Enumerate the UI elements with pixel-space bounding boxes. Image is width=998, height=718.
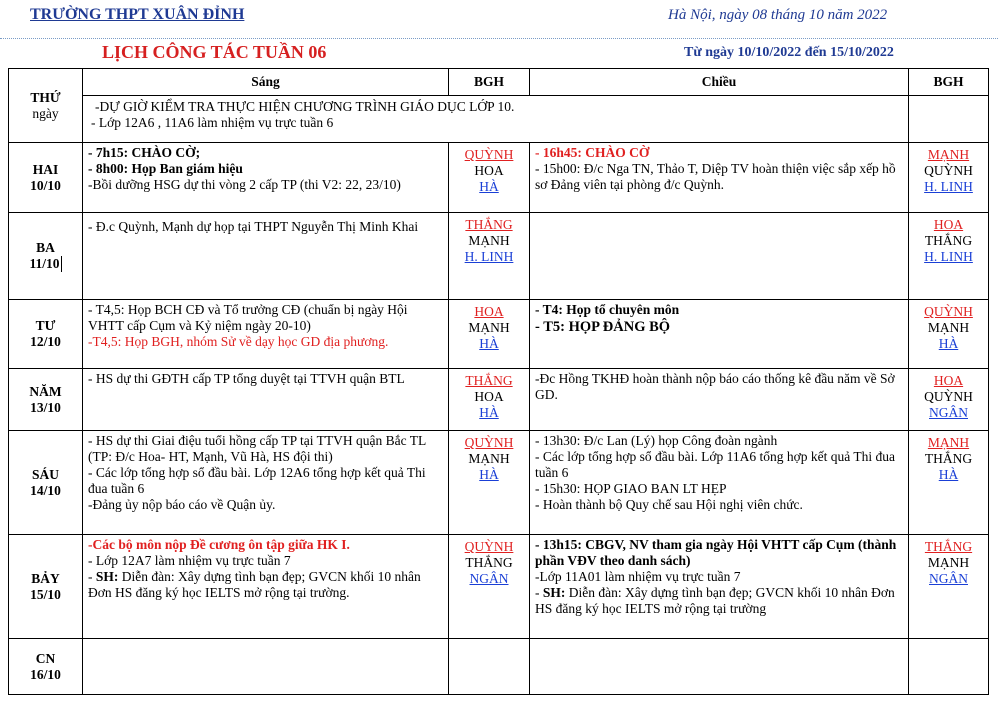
bgh-name-link[interactable]: HÀ <box>479 179 499 194</box>
morning-item: - T4,5: Họp BCH CĐ và Tổ trưởng CĐ (chuẩn bị ngày Hội VHTT cấp Cụm và Kỷ niệm ngày 20-10) <box>88 302 408 333</box>
bgh-cell <box>449 535 530 639</box>
day-date: 10/10 <box>30 177 61 193</box>
day-date: 15/10 <box>30 586 61 602</box>
morning-cell <box>83 300 449 369</box>
morning-cell <box>83 369 449 431</box>
bgh-name-link[interactable]: QUỲNH <box>464 435 514 450</box>
afternoon-item: - 16h45: CHÀO CỜ <box>535 145 650 160</box>
afternoon-item: - 15h00: Đ/c Nga TN, Thảo T, Diệp TV hoàn thiện việc sắp xếp hồ sơ Đảng viên tại phòng đ/c Quỳnh. <box>535 161 896 192</box>
day-label: HAI <box>32 161 59 177</box>
day-label: BA <box>36 239 55 255</box>
day-cell-hai <box>9 143 83 213</box>
day-column-header <box>9 69 83 143</box>
afternoon-cell <box>530 300 909 369</box>
afternoon-item: -Đc Hồng TKHĐ hoàn thành nộp báo cáo thống kê đầu năm về Sở GD. <box>535 371 895 402</box>
bgh-name-link[interactable]: HÀ <box>479 467 499 482</box>
afternoon-cell <box>530 143 909 213</box>
bgh-name: THẮNG <box>924 233 973 248</box>
bgh-name-link[interactable]: THẮNG <box>465 217 513 232</box>
bgh-name: MẠNH <box>927 320 970 335</box>
bgh-name-link[interactable]: HOA <box>474 304 504 319</box>
bgh-name-link[interactable]: QUỲNH <box>464 147 514 162</box>
bgh-name-link[interactable]: HÀ <box>479 336 499 351</box>
bgh-name-link[interactable]: NGÂN <box>929 405 968 420</box>
bgh-name-link[interactable]: MẠNH <box>927 435 970 450</box>
general-empty-cell <box>909 96 989 143</box>
day-cell-bay <box>9 535 83 639</box>
afternoon-item: - 15h30: HỌP GIAO BAN LT HẸP <box>535 481 727 496</box>
day-label: BẢY <box>31 570 60 586</box>
bgh-cell <box>449 431 530 535</box>
afternoon-item: - T5: HỌP ĐẢNG BỘ <box>535 319 671 335</box>
date-range: Từ ngày 10/10/2022 đến 15/10/2022 <box>684 45 894 60</box>
bgh-name-link[interactable]: H. LINH <box>924 179 973 194</box>
afternoon-item: Diễn đàn: Xây dựng tình bạn đẹp; GVCN khối 10 nhân Đơn HS đăng ký học IELTS mở rộng tại trường <box>535 585 895 616</box>
morning-item: - Đ.c Quỳnh, Mạnh dự họp tại THPT Nguyễn Thị Minh Khai <box>88 219 419 234</box>
day-cell-sau <box>9 431 83 535</box>
bgh-cell <box>449 300 530 369</box>
day-label: NĂM <box>29 383 62 399</box>
document-date: Hà Nội, ngày 08 tháng 10 năm 2022 <box>668 7 888 23</box>
day-cell-tu <box>9 300 83 369</box>
morning-cell <box>83 535 449 639</box>
general-note-1: -DỰ GIỜ KIỂM TRA THỰC HIỆN CHƯƠNG TRÌNH GIÁO DỤC LỚP 10. <box>95 99 515 114</box>
afternoon-item-prefix: - <box>535 585 543 600</box>
afternoon-cell <box>530 213 909 300</box>
bgh-name-link[interactable]: HÀ <box>938 467 959 482</box>
bgh-name: THẮNG <box>924 451 973 466</box>
bgh-cell <box>909 369 989 431</box>
bgh-name-link[interactable]: H. LINH <box>464 249 514 264</box>
morning-item: - Lớp 12A7 làm nhiệm vụ trực tuần 7 <box>88 553 291 568</box>
bgh-name-link[interactable]: MẠNH <box>927 147 970 162</box>
bgh-name: THẮNG <box>465 555 513 570</box>
bgh-name-link[interactable]: NGÂN <box>929 571 968 586</box>
day-cell-nam <box>9 369 83 431</box>
bgh-cell <box>449 143 530 213</box>
bgh-name: QUỲNH <box>924 389 973 404</box>
day-date: 12/10 <box>30 334 61 349</box>
bgh-name-link[interactable]: THẮNG <box>465 373 513 388</box>
day-cell-ba <box>9 213 83 300</box>
bgh-cell <box>449 369 530 431</box>
day-cell-cn <box>9 639 83 695</box>
schedule-table <box>8 68 989 695</box>
schedule-title: LỊCH CÔNG TÁC TUẦN 06 <box>102 42 327 62</box>
morning-item: - HS dự thi GĐTH cấp TP tổng duyệt tại TTVH quận BTL <box>88 371 405 386</box>
bgh-name: MẠNH <box>927 555 970 570</box>
afternoon-item: - T4: Họp tổ chuyên môn <box>535 302 680 317</box>
morning-item: - 7h15: CHÀO CỜ; <box>88 145 201 160</box>
morning-item: -Các bộ môn nộp Đề cương ôn tập giữa HK I. <box>88 537 350 552</box>
morning-cell <box>83 431 449 535</box>
afternoon-item: - Hoàn thành bộ Quy chế sau Hội nghị viên chức. <box>535 497 803 512</box>
afternoon-item: - 13h30: Đ/c Lan (Lý) họp Công đoàn ngành <box>535 433 778 448</box>
table-row <box>9 369 989 431</box>
morning-item-keyword: SH: <box>95 569 119 584</box>
morning-cell <box>83 213 449 300</box>
bgh-cell <box>909 535 989 639</box>
bgh-name-link[interactable]: QUỲNH <box>464 539 514 554</box>
bgh-cell <box>909 639 989 695</box>
col-thu-label: THỨ <box>30 89 61 105</box>
col-bgh-afternoon-header: BGH <box>909 69 989 96</box>
bgh-name: HOA <box>474 163 504 178</box>
bgh-name-link[interactable]: H. LINH <box>924 249 973 264</box>
day-label: TƯ <box>35 318 56 333</box>
afternoon-item: -Lớp 11A01 làm nhiệm vụ trực tuần 7 <box>535 569 741 584</box>
bgh-name-link[interactable]: HOA <box>933 217 964 232</box>
bgh-name-link[interactable]: NGÂN <box>469 571 509 586</box>
afternoon-cell <box>530 431 909 535</box>
afternoon-item-keyword: SH: <box>542 585 566 600</box>
afternoon-cell <box>530 369 909 431</box>
bgh-name: MẠNH <box>468 451 510 466</box>
bgh-name-link[interactable]: QUỲNH <box>924 304 973 319</box>
general-note-2: - Lớp 12A6 , 11A6 làm nhiệm vụ trực tuần 6 <box>91 115 334 130</box>
col-bgh-morning-header: BGH <box>449 69 530 96</box>
bgh-name-link[interactable]: THẮNG <box>924 539 973 554</box>
morning-item: Diễn đàn: Xây dựng tình bạn đẹp; GVCN khối 10 nhân Đơn HS đăng ký học IELTS mở rộng tại trường. <box>88 569 421 600</box>
table-row <box>9 639 989 695</box>
morning-item: - HS dự thi Giai điệu tuổi hồng cấp TP tại TTVH quận Bắc TL (TP: Đ/c Hoa- HT, Mạnh, Vũ Hà, HS đội thi) <box>88 433 426 464</box>
table-row <box>9 535 989 639</box>
morning-cell <box>83 639 449 695</box>
day-date: 16/10 <box>30 666 61 682</box>
bgh-cell <box>909 431 989 535</box>
table-row <box>9 431 989 535</box>
col-afternoon-header: Chiều <box>530 69 909 96</box>
table-row <box>9 143 989 213</box>
text-cursor <box>61 256 62 272</box>
bgh-name: MẠNH <box>468 320 510 335</box>
bgh-name: MẠNH <box>468 233 510 248</box>
day-label: SÁU <box>31 466 59 482</box>
bgh-name-link[interactable]: HÀ <box>938 336 959 351</box>
bgh-name-link[interactable]: HOA <box>933 373 964 388</box>
morning-item: -Bồi dưỡng HSG dự thi vòng 2 cấp TP (thi V2: 22, 23/10) <box>88 177 401 192</box>
school-name: TRƯỜNG THPT XUÂN ĐỈNH <box>30 6 245 23</box>
bgh-cell <box>449 213 530 300</box>
morning-item: - 8h00: Họp Ban giám hiệu <box>88 161 243 176</box>
day-date: 14/10 <box>30 482 61 498</box>
bgh-name-link[interactable]: HÀ <box>479 405 499 420</box>
day-date: 13/10 <box>30 399 61 415</box>
header-separator <box>0 38 998 39</box>
afternoon-item: - Các lớp tổng hợp sổ đầu bài. Lớp 11A6 tổng hợp kết quả Thi đua tuần 6 <box>535 449 896 480</box>
morning-item: -T4,5: Họp BGH, nhóm Sử về dạy học GD địa phương. <box>88 334 389 349</box>
bgh-name: QUỲNH <box>924 163 973 178</box>
table-header-row <box>9 69 989 96</box>
general-notes <box>83 96 909 143</box>
bgh-name: HOA <box>474 389 504 404</box>
general-notes-row <box>9 96 989 143</box>
afternoon-cell <box>530 639 909 695</box>
bgh-cell <box>909 143 989 213</box>
bgh-cell <box>909 300 989 369</box>
table-row <box>9 300 989 369</box>
day-date: 11/10 <box>29 255 60 271</box>
col-morning-header: Sáng <box>83 69 449 96</box>
morning-cell <box>83 143 449 213</box>
table-row <box>9 213 989 300</box>
bgh-cell <box>449 639 530 695</box>
morning-item: -Đảng ủy nộp báo cáo về Quận ủy. <box>88 497 276 512</box>
day-label: CN <box>35 650 56 666</box>
bgh-cell <box>909 213 989 300</box>
afternoon-item: - 13h15: CBGV, NV tham gia ngày Hội VHTT cấp Cụm (thành phần VĐV theo danh sách) <box>535 537 897 568</box>
col-ngay-label: ngày <box>32 105 59 121</box>
morning-item: - Các lớp tổng hợp sổ đầu bài. Lớp 12A6 tổng hợp kết quả Thi đua tuần 6 <box>88 465 426 496</box>
afternoon-cell <box>530 535 909 639</box>
morning-item-prefix: - <box>88 569 96 584</box>
